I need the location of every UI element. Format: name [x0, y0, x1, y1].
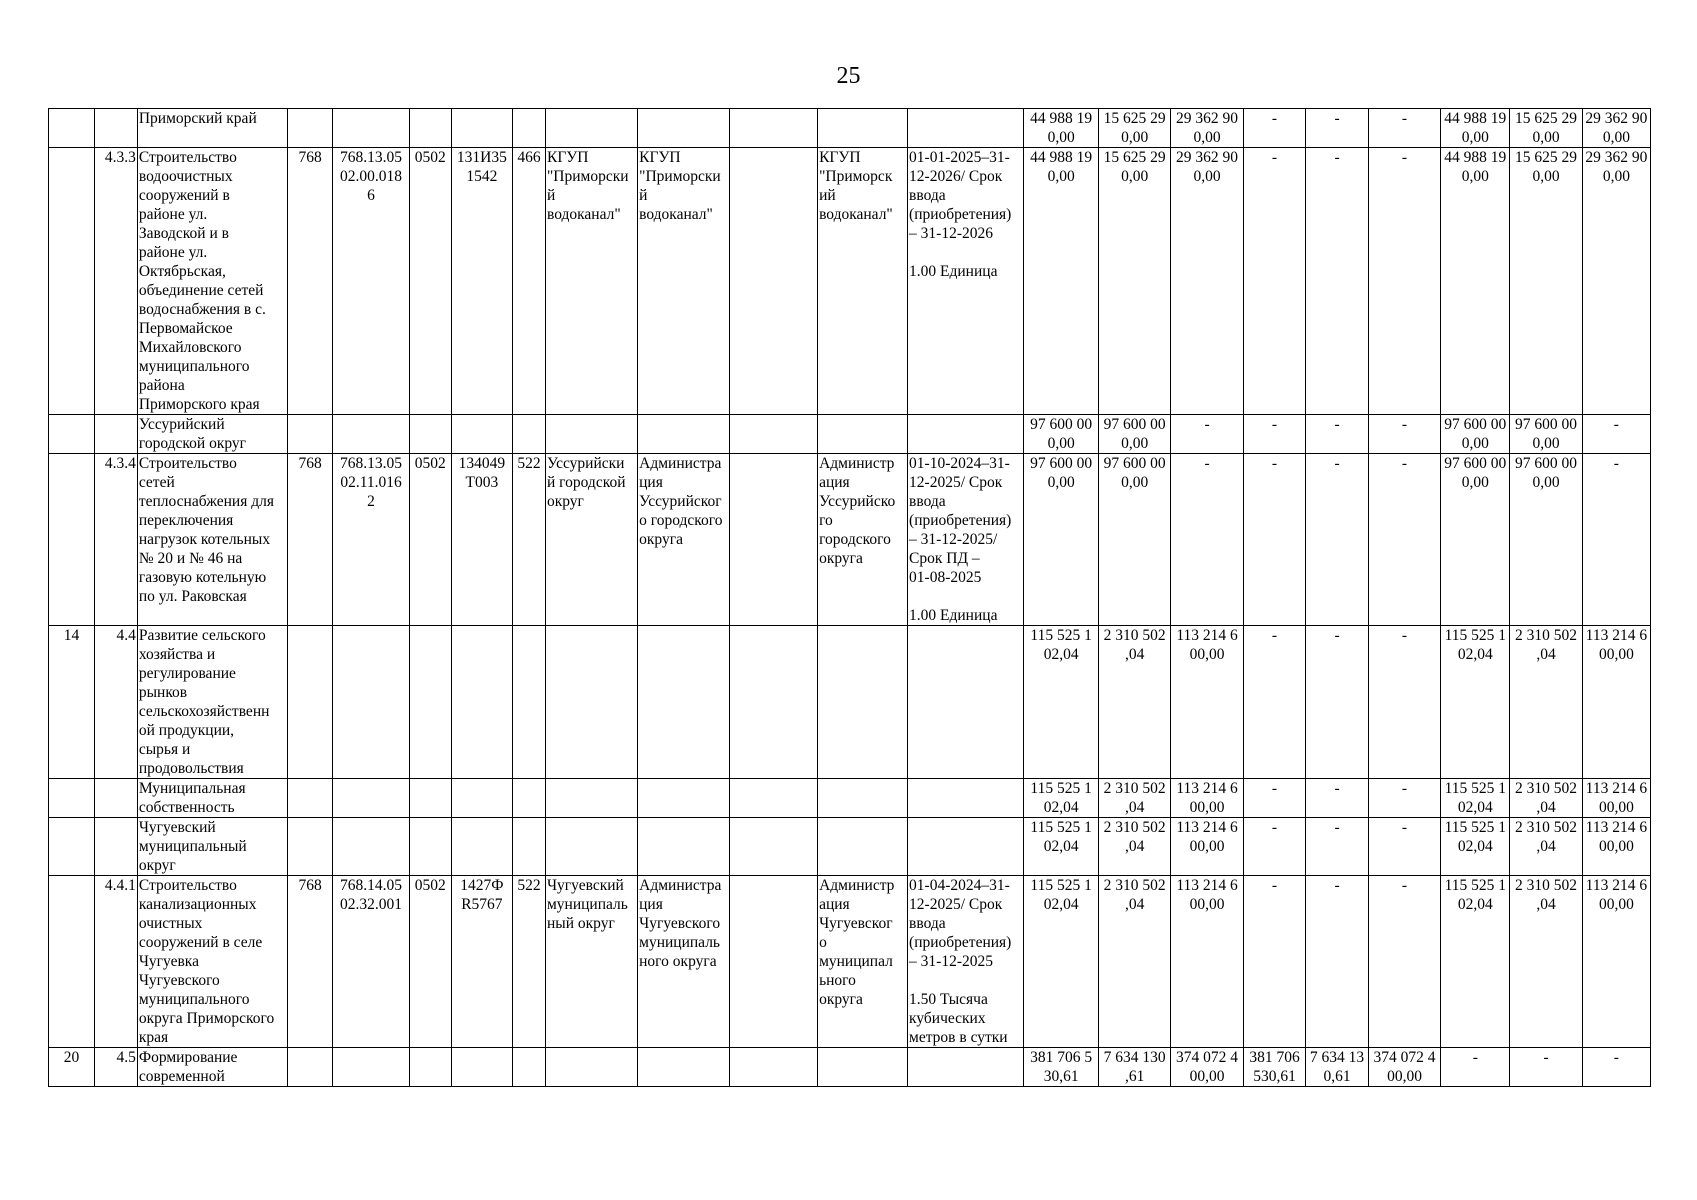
table-cell: Строительство водоочистных сооружений в районе ул. Заводской и в районе ул. Октябрьская, объединение сетей водоснабжения в с. Первомайское Михайловского муниципального района Приморского края — [137, 148, 287, 415]
table-cell: 768.13.05 02.00.018 6 — [333, 148, 410, 415]
table-cell: - — [1582, 454, 1650, 626]
table-cell: 0502 — [409, 148, 451, 415]
table-cell — [545, 818, 637, 876]
table-cell: - — [1243, 109, 1306, 148]
table-cell — [49, 454, 95, 626]
table-cell: Чугуевский муниципаль ный округ — [545, 876, 637, 1048]
table-cell: Строительство канализационных очистных сооружений в селе Чугуевка Чугуевского муниципального округа Приморского края — [137, 876, 287, 1048]
table-cell: 0502 — [409, 454, 451, 626]
table-cell: 4.3.3 — [95, 148, 138, 415]
table-cell — [908, 818, 1024, 876]
table-cell: 4.4 — [95, 626, 138, 779]
table-cell — [730, 626, 818, 779]
table-cell: Приморский край — [137, 109, 287, 148]
table-cell — [409, 109, 451, 148]
table-cell: 15 625 29 0,00 — [1098, 148, 1170, 415]
table-cell: 2 310 502 ,04 — [1098, 818, 1170, 876]
table-cell — [908, 1048, 1024, 1087]
table-cell — [818, 779, 908, 818]
table-cell — [638, 818, 730, 876]
table-cell: 97 600 00 0,00 — [1441, 415, 1510, 454]
table-cell — [545, 1048, 637, 1087]
table-cell: 4.3.4 — [95, 454, 138, 626]
table-cell: 115 525 1 02,04 — [1024, 876, 1099, 1048]
table-cell — [49, 148, 95, 415]
table-row — [49, 818, 1651, 876]
table-cell — [908, 779, 1024, 818]
table-cell — [451, 779, 512, 818]
table-cell: - — [1243, 818, 1306, 876]
table-cell: 44 988 19 0,00 — [1024, 148, 1099, 415]
table-cell: 768.13.05 02.11.016 2 — [333, 454, 410, 626]
table-cell: - — [1368, 109, 1440, 148]
table-cell: 29 362 90 0,00 — [1582, 148, 1650, 415]
table-cell — [409, 626, 451, 779]
table-cell: 381 706 530,61 — [1243, 1048, 1306, 1087]
table-cell: 113 214 6 00,00 — [1582, 626, 1650, 779]
table-cell: - — [1243, 779, 1306, 818]
table-cell — [818, 109, 908, 148]
table-cell: 522 — [513, 876, 546, 1048]
table-cell: 113 214 6 00,00 — [1171, 626, 1243, 779]
table-cell: 115 525 1 02,04 — [1024, 626, 1099, 779]
table-cell: Администр ация Чугуевског о муниципал ьного округа — [818, 876, 908, 1048]
table-cell: - — [1368, 818, 1440, 876]
table-cell — [451, 818, 512, 876]
table-cell: - — [1306, 626, 1369, 779]
table-row — [49, 626, 1651, 779]
table-cell: 20 — [49, 1048, 95, 1087]
table-cell: 374 072 4 00,00 — [1171, 1048, 1243, 1087]
table-cell — [95, 818, 138, 876]
table-cell: - — [1306, 415, 1369, 454]
table-cell — [95, 415, 138, 454]
table-cell — [908, 415, 1024, 454]
table-cell — [513, 415, 546, 454]
table-cell: 113 214 6 00,00 — [1171, 818, 1243, 876]
table-cell — [638, 415, 730, 454]
table-cell — [513, 818, 546, 876]
table-cell: - — [1171, 415, 1243, 454]
table-cell — [288, 415, 333, 454]
table-cell: 44 988 19 0,00 — [1024, 109, 1099, 148]
table-cell — [545, 779, 637, 818]
table-cell: 2 310 502 ,04 — [1510, 876, 1582, 1048]
table-cell: КГУП "Приморски й водоканал" — [638, 148, 730, 415]
table-cell — [288, 109, 333, 148]
table-cell: Администр ация Уссурийско го городского округа — [818, 454, 908, 626]
table-cell: - — [1243, 148, 1306, 415]
table-cell: 115 525 1 02,04 — [1441, 626, 1510, 779]
table-cell: - — [1306, 148, 1369, 415]
table-cell: - — [1582, 415, 1650, 454]
table-cell: Администра ция Чугуевского муниципаль ного округа — [638, 876, 730, 1048]
table-cell: Строительство сетей теплоснабжения для переключения нагрузок котельных № 20 и № 46 на газовую котельную по ул. Раковская — [137, 454, 287, 626]
table-cell — [333, 415, 410, 454]
table-cell: 0502 — [409, 876, 451, 1048]
table-row — [49, 1048, 1651, 1087]
table-cell: - — [1171, 454, 1243, 626]
table-cell: 01-10-2024–31- 12-2025/ Срок ввода (приобретения) – 31-12-2025/ Срок ПД – 01-08-2025 1.00 Единица — [908, 454, 1024, 626]
table-row — [49, 454, 1651, 626]
table-cell: 115 525 1 02,04 — [1441, 818, 1510, 876]
table-cell: 2 310 502 ,04 — [1510, 626, 1582, 779]
table-cell — [451, 415, 512, 454]
table-cell: 44 988 19 0,00 — [1441, 148, 1510, 415]
table-cell — [730, 415, 818, 454]
table-cell — [818, 1048, 908, 1087]
table-cell — [638, 779, 730, 818]
table-cell — [451, 626, 512, 779]
table-cell: 97 600 00 0,00 — [1441, 454, 1510, 626]
page-number: 25 — [836, 63, 861, 89]
table-cell — [288, 818, 333, 876]
table-cell: 97 600 00 0,00 — [1098, 454, 1170, 626]
table-cell: 01-01-2025–31- 12-2026/ Срок ввода (приобретения) – 31-12-2026 1.00 Единица — [908, 148, 1024, 415]
table-cell: 97 600 00 0,00 — [1510, 415, 1582, 454]
table-cell: 7 634 130 ,61 — [1098, 1048, 1170, 1087]
table-cell — [409, 415, 451, 454]
table-cell: - — [1243, 876, 1306, 1048]
table-cell: 14 — [49, 626, 95, 779]
table-cell — [49, 109, 95, 148]
table-cell: 115 525 1 02,04 — [1024, 818, 1099, 876]
table-cell: КГУП "Приморск ий водоканал" — [818, 148, 908, 415]
table-cell: - — [1441, 1048, 1510, 1087]
table-cell: Развитие сельского хозяйства и регулирование рынков сельскохозяйственн ой продукции, сырья и продовольствия — [137, 626, 287, 779]
table-cell — [49, 818, 95, 876]
table-cell — [638, 1048, 730, 1087]
table-cell: 29 362 90 0,00 — [1171, 109, 1243, 148]
table-cell — [908, 109, 1024, 148]
table-cell: 113 214 6 00,00 — [1582, 876, 1650, 1048]
table-cell: 115 525 1 02,04 — [1024, 779, 1099, 818]
table-cell — [730, 779, 818, 818]
table-cell — [409, 779, 451, 818]
table-cell — [513, 109, 546, 148]
table-cell — [288, 1048, 333, 1087]
table-cell: 29 362 90 0,00 — [1582, 109, 1650, 148]
table-cell — [638, 626, 730, 779]
table-cell — [513, 626, 546, 779]
table-cell: - — [1368, 148, 1440, 415]
table-cell — [818, 818, 908, 876]
table-cell — [451, 109, 512, 148]
table-cell: 1427Ф R5767 — [451, 876, 512, 1048]
table-cell: 29 362 90 0,00 — [1171, 148, 1243, 415]
table-row — [49, 109, 1651, 148]
table-cell — [288, 779, 333, 818]
table-cell: 115 525 1 02,04 — [1441, 779, 1510, 818]
table-cell: - — [1582, 1048, 1650, 1087]
table-cell: - — [1368, 876, 1440, 1048]
table-cell: 768 — [288, 876, 333, 1048]
table-cell: 374 072 4 00,00 — [1368, 1048, 1440, 1087]
table-cell — [288, 626, 333, 779]
table-cell: - — [1368, 454, 1440, 626]
table-cell — [730, 876, 818, 1048]
table-cell — [545, 109, 637, 148]
table-cell: 44 988 19 0,00 — [1441, 109, 1510, 148]
table-cell — [730, 818, 818, 876]
table-cell — [409, 818, 451, 876]
table-cell: 97 600 00 0,00 — [1098, 415, 1170, 454]
table-cell: - — [1306, 876, 1369, 1048]
table-cell: Чугуевский муниципальный округ — [137, 818, 287, 876]
table-cell — [409, 1048, 451, 1087]
table-cell: 131И35 1542 — [451, 148, 512, 415]
table-cell — [545, 626, 637, 779]
table-cell: 768 — [288, 148, 333, 415]
table-cell: 115 525 1 02,04 — [1441, 876, 1510, 1048]
table-cell: КГУП "Приморски й водоканал" — [545, 148, 637, 415]
table-cell: 2 310 502 ,04 — [1098, 779, 1170, 818]
table-cell — [333, 818, 410, 876]
table-cell: Администра ция Уссурийског о городского округа — [638, 454, 730, 626]
table-cell: Уссурийский городской округ — [137, 415, 287, 454]
table-cell — [730, 454, 818, 626]
table-cell — [333, 109, 410, 148]
table-row — [49, 148, 1651, 415]
table-cell: 381 706 5 30,61 — [1024, 1048, 1099, 1087]
table-cell: 113 214 6 00,00 — [1171, 779, 1243, 818]
table-cell: 01-04-2024–31- 12-2025/ Срок ввода (приобретения) – 31-12-2025 1.50 Тысяча кубических метров в сутки — [908, 876, 1024, 1048]
table-cell: 768.14.05 02.32.001 — [333, 876, 410, 1048]
table-cell: 15 625 29 0,00 — [1510, 148, 1582, 415]
table-cell: Формирование современной — [137, 1048, 287, 1087]
table-cell: - — [1368, 415, 1440, 454]
table-cell: 2 310 502 ,04 — [1098, 876, 1170, 1048]
table-cell — [49, 415, 95, 454]
table-cell: - — [1306, 818, 1369, 876]
table-cell — [333, 1048, 410, 1087]
table-cell: Муниципальная собственность — [137, 779, 287, 818]
table-row — [49, 415, 1651, 454]
table-cell — [49, 876, 95, 1048]
table-cell: 2 310 502 ,04 — [1098, 626, 1170, 779]
budget-table — [48, 108, 1651, 1087]
table-cell: Уссурийски й городской округ — [545, 454, 637, 626]
table-cell: - — [1306, 779, 1369, 818]
table-cell — [49, 779, 95, 818]
table-cell: 113 214 6 00,00 — [1171, 876, 1243, 1048]
table-cell: 97 600 00 0,00 — [1024, 415, 1099, 454]
table-cell: 466 — [513, 148, 546, 415]
table-cell: 2 310 502 ,04 — [1510, 779, 1582, 818]
table-cell: 4.4.1 — [95, 876, 138, 1048]
table-cell — [95, 109, 138, 148]
table-cell: 113 214 6 00,00 — [1582, 779, 1650, 818]
table-cell: 522 — [513, 454, 546, 626]
table-cell: - — [1243, 454, 1306, 626]
table-cell — [545, 415, 637, 454]
table-cell: - — [1243, 626, 1306, 779]
table-cell — [638, 109, 730, 148]
table-cell: 7 634 13 0,61 — [1306, 1048, 1369, 1087]
table-cell: 97 600 00 0,00 — [1024, 454, 1099, 626]
table-cell — [513, 779, 546, 818]
table-cell — [818, 626, 908, 779]
table-row — [49, 876, 1651, 1048]
table-cell — [333, 779, 410, 818]
table-cell: 2 310 502 ,04 — [1510, 818, 1582, 876]
table-cell: 113 214 6 00,00 — [1582, 818, 1650, 876]
table-cell: 15 625 29 0,00 — [1510, 109, 1582, 148]
table-cell — [95, 779, 138, 818]
table-cell: 15 625 29 0,00 — [1098, 109, 1170, 148]
table-cell — [730, 109, 818, 148]
table-cell: - — [1368, 626, 1440, 779]
table-cell: 4.5 — [95, 1048, 138, 1087]
table-cell — [908, 626, 1024, 779]
table-row — [49, 779, 1651, 818]
table-cell: 97 600 00 0,00 — [1510, 454, 1582, 626]
table-cell — [451, 1048, 512, 1087]
table-cell: 134049 Т003 — [451, 454, 512, 626]
table-cell — [730, 1048, 818, 1087]
table-cell: - — [1510, 1048, 1582, 1087]
table-cell — [730, 148, 818, 415]
table-cell: - — [1306, 454, 1369, 626]
table-cell: - — [1243, 415, 1306, 454]
table-cell — [333, 626, 410, 779]
table-cell: 768 — [288, 454, 333, 626]
table-cell: - — [1368, 779, 1440, 818]
table-cell: - — [1306, 109, 1369, 148]
table-cell — [818, 415, 908, 454]
table-cell — [513, 1048, 546, 1087]
